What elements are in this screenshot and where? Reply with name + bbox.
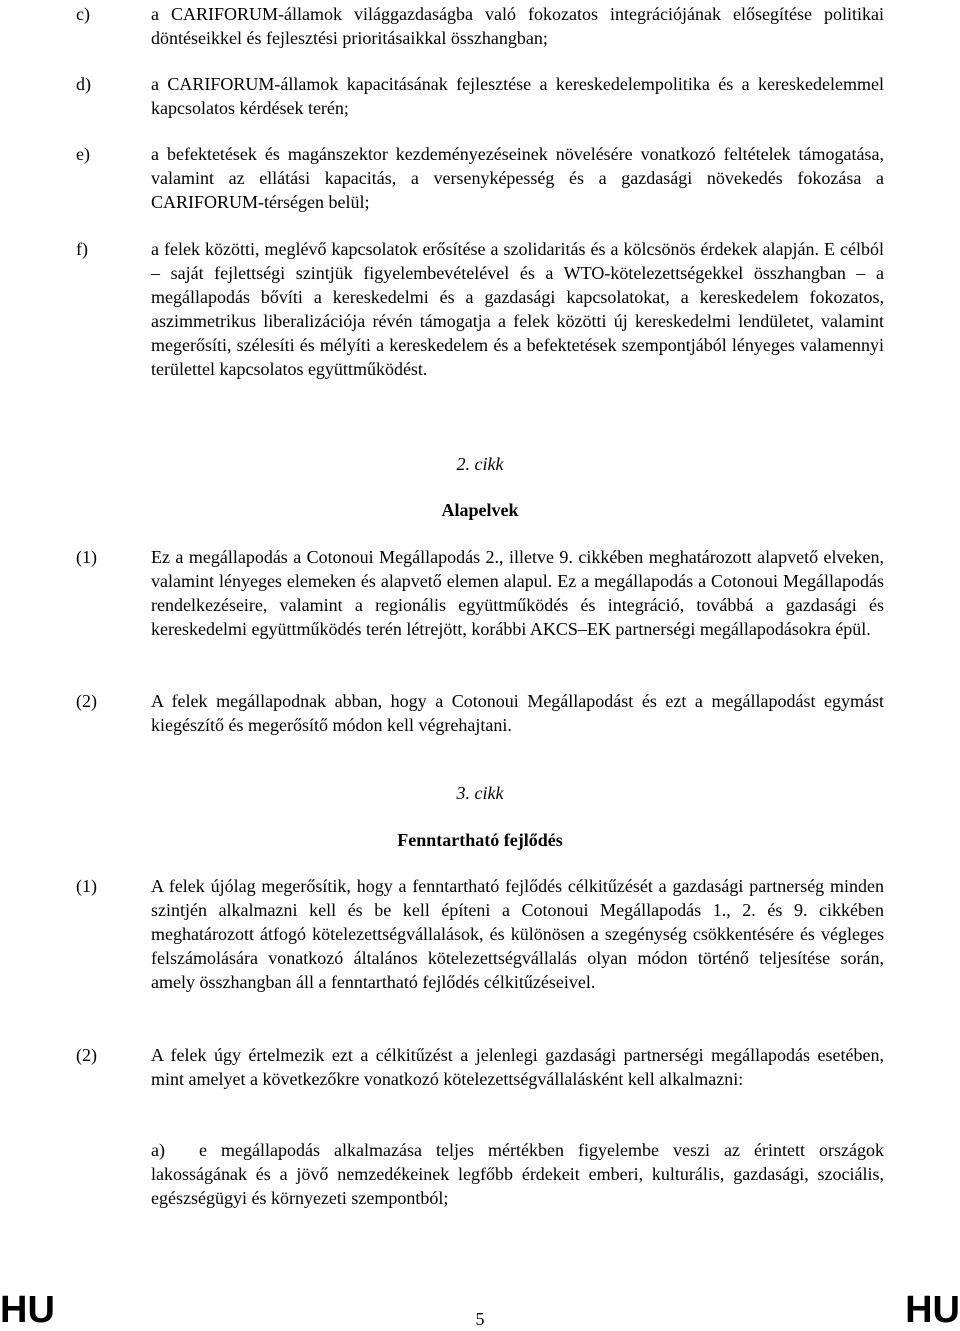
language-code-left: HU: [0, 1289, 55, 1331]
sub-item-a: [151, 1138, 884, 1210]
list-item-label: c): [76, 4, 90, 24]
paragraph-label: (1): [76, 876, 97, 896]
paragraph-label: (2): [76, 1045, 97, 1065]
sub-item-text: e megállapodás alkalmazása teljes mértékben figyelembe veszi az érintett országok lakosságának és a jövő nemzedékeinek legfőbb érdekeit emberi, kulturális, gazdasági, szociális, egészségügyi és környezeti szempontból;: [151, 1140, 884, 1208]
list-item-text: a befektetések és magánszektor kezdeményezéseinek növelésére vonatkozó feltételek támogatása, valamint az ellátási kapacitás, a versenyképesség és a gazdasági növekedés fokozása a CARIFORUM-térségen belül;: [151, 144, 884, 212]
list-item-label: e): [76, 144, 90, 164]
list-item-text: a CARIFORUM-államok kapacitásának fejlesztése a kereskedelempolitika és a kereskedelemmel kapcsolatos kérdések terén;: [151, 74, 884, 118]
page-number: 5: [475, 1309, 485, 1329]
sub-item-label: a): [151, 1140, 165, 1160]
language-code-right: HU: [905, 1289, 960, 1331]
paragraph-text: A felek megállapodnak abban, hogy a Cotonoui Megállapodást és ezt a megállapodást egymást kiegészítő és megerősítő módon kell végrehajtani.: [151, 691, 884, 735]
paragraph-text: Ez a megállapodás a Cotonoui Megállapodás 2., illetve 9. cikkében meghatározott alapvető elveken, valamint lényeges elemeken és alapvető elemen alapul. Ez a megállapodás a Cotonoui Megállapodás rendelkezéseire, valamint a regionális együttműködés és integráció, továbbá a gazdasági és kereskedelmi együttműködés terén létrejött, korábbi AKCS–EK partnerségi megállapodásokra épül.: [151, 547, 884, 639]
paragraph-text: A felek úgy értelmezik ezt a célkitűzést a jelenlegi gazdasági partnerségi megállapodás esetében, mint amelyet a következőkre vonatkozó kötelezettségvállalásként kell alkalmazni:: [151, 1045, 884, 1089]
list-item-text: a felek közötti, meglévő kapcsolatok erősítése a szolidaritás és a kölcsönös érdekek alapján. E célból – saját fejlettségi szintjük figyelembevételével és a WTO-kötelezettségekkel összhangban – a megállapodás bővíti a kereskedelmi és a gazdasági kapcsolatokat, a kereskedelem fokozatos, aszimmetrikus liberalizációja révén támogatja a felek közötti új kereskedelmi lendületet, valamint megerősíti, szélesíti és mélyíti a kereskedelem és a befektetések szempontjából lényeges valamennyi területtel kapcsolatos együttműködést.: [151, 239, 884, 379]
list-item-label: d): [76, 74, 91, 94]
article-title: Alapelvek: [441, 500, 519, 520]
article-number: 3. cikk: [456, 783, 504, 803]
article-number: 2. cikk: [456, 454, 504, 474]
article-title: Fenntartható fejlődés: [397, 830, 563, 850]
paragraph-text: A felek újólag megerősítik, hogy a fenntartható fejlődés célkitűzését a gazdasági partnerség minden szintjén alkalmazni kell és be kell építeni a Cotonoui Megállapodás 1., 2. és 9. cikkében meghatározott átfogó kötelezettségvállalások, és különösen a szegénység csökkentésére és végleges felszámolására vonatkozó általános kötelezettségvállalás olyan módon történő teljesítése során, amely összhangban áll a fenntartható fejlődés célkitűzéseivel.: [151, 876, 884, 992]
paragraph-label: (1): [76, 547, 97, 567]
list-item-label: f): [76, 239, 88, 259]
list-item-text: a CARIFORUM-államok világgazdaságba való fokozatos integrációjának elősegítése politikai döntéseikkel és fejlesztési prioritásaikkal összhangban;: [151, 4, 884, 48]
paragraph-label: (2): [76, 691, 97, 711]
